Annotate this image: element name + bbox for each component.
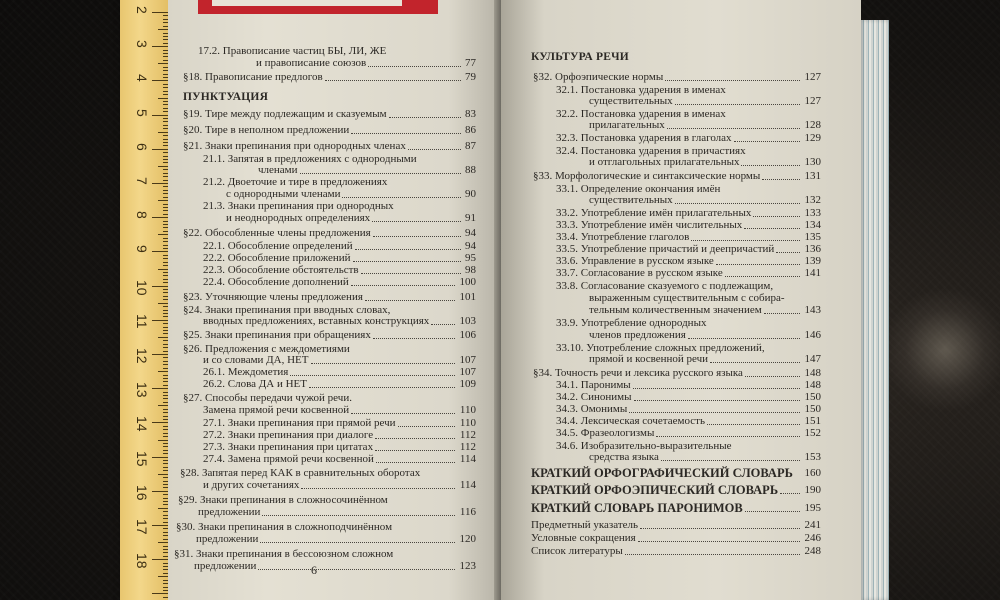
ruler-number: 17: [134, 519, 150, 535]
leader-dots: [745, 511, 800, 512]
toc-page-number: 114: [459, 453, 476, 465]
toc-page-number: 107: [459, 366, 476, 378]
leader-dots: [375, 450, 455, 451]
toc-entry-text: 26.1. Междометия: [203, 366, 289, 378]
leader-dots: [355, 249, 461, 250]
toc-page-number: 95: [465, 252, 476, 264]
toc-page-number: 143: [804, 304, 821, 316]
leader-dots: [351, 133, 461, 134]
leader-dots: [691, 240, 800, 241]
toc-entry-text: 33.10. Употребление сложных предложений,: [556, 342, 765, 354]
toc-entry-text: 33.9. Употребление однородных: [556, 317, 707, 329]
sparkle-decoration: [885, 285, 1000, 415]
leader-dots: [398, 426, 455, 427]
toc-page-number: 139: [804, 255, 821, 267]
toc-page-number: 106: [459, 329, 476, 341]
toc-entry-text: 27.2. Знаки препинания при диалоге: [203, 429, 374, 441]
ruler-number: 16: [134, 484, 150, 501]
toc-entry-text: прямой и косвенной речи: [589, 353, 709, 365]
toc-entry-text: §21. Знаки препинания при однородных членах: [183, 140, 406, 152]
toc-entry-text: §25. Знаки препинания при обращениях: [183, 329, 371, 341]
ruler-number: 15: [134, 450, 150, 467]
leader-dots: [373, 338, 455, 339]
toc-entry-text: 26.2. Слова ДА и НЕТ: [203, 378, 307, 390]
ruler-number: 12: [134, 348, 150, 364]
toc-entry-text: 33.3. Употребление имён числительных: [556, 219, 743, 231]
toc-page-number: 109: [459, 378, 476, 390]
ruler-number: 4: [134, 74, 150, 83]
toc-entry-text: 33.2. Употребление имён прилагательных: [556, 207, 752, 219]
toc-entry-text: вводных предложениях, вставных конструкциях: [203, 315, 430, 327]
leader-dots: [342, 197, 461, 198]
toc-page-number: 94: [465, 227, 476, 239]
toc-entry-text: §23. Уточняющие члены предложения: [183, 291, 363, 303]
toc-entry-text: предложении: [194, 560, 257, 572]
leader-dots: [262, 515, 455, 516]
leader-dots: [675, 203, 800, 204]
toc-page-number: 141: [804, 267, 821, 279]
ruler-number: 8: [134, 211, 150, 219]
toc-page-number: 136: [804, 243, 821, 255]
toc-entry-text: §34. Точность речи и лексика русского языка: [533, 367, 743, 379]
toc-entry-text: §18. Правописание предлогов: [183, 71, 323, 83]
toc-entry-text: 21.2. Двоеточие и тире в предложениях: [203, 176, 388, 188]
leader-dots: [351, 413, 455, 414]
leader-dots: [656, 436, 800, 437]
toc-entry-text: 22.1. Обособление определений: [203, 240, 353, 252]
ruler-number: 3: [134, 40, 150, 48]
toc-entry-text: существительных: [589, 95, 673, 107]
leader-dots: [290, 375, 455, 376]
toc-entry-text: 34.2. Синонимы: [556, 391, 632, 403]
toc-page-number: 103: [459, 315, 476, 327]
toc-page-number: 150: [804, 403, 821, 415]
toc-entry-text: 21.3. Знаки препинания при однородных: [203, 200, 394, 212]
leader-dots: [725, 276, 800, 277]
toc-entry-text: предложении: [196, 533, 259, 545]
toc-entry-text: КУЛЬТУРА РЕЧИ: [531, 51, 629, 63]
leader-dots: [634, 400, 800, 401]
toc-entry-text: 21.1. Запятая в предложениях с однородными: [203, 153, 417, 165]
leader-dots: [744, 228, 800, 229]
toc-entry-text: существительных: [589, 194, 673, 206]
toc-entry-text: Условные сокращения: [531, 532, 636, 544]
ruler-number: 10: [134, 279, 150, 296]
toc-entry-text: 34.1. Паронимы: [556, 379, 631, 391]
toc-page-number: 128: [804, 119, 821, 131]
toc-entry-text: §24. Знаки препинания при вводных словах,: [183, 304, 391, 316]
toc-entry-text: 33.1. Определение окончания имён: [556, 183, 721, 195]
toc-entry-text: §29. Знаки препинания в сложносочинённом: [178, 494, 388, 506]
toc-entry-text: 34.4. Лексическая сочетаемость: [556, 415, 705, 427]
toc-page-number: 120: [459, 533, 476, 545]
leader-dots: [258, 569, 455, 570]
toc-entry-text: тельным количественным значением: [589, 304, 762, 316]
toc-entry-text: КРАТКИЙ ОРФОГРАФИЧЕСКИЙ СЛОВАРЬ: [531, 466, 793, 480]
toc-page-number: 127: [804, 95, 821, 107]
leader-dots: [741, 165, 800, 166]
toc-page-number: 127: [804, 71, 821, 83]
toc-page-number: 151: [804, 415, 821, 427]
toc-page-number: 195: [804, 502, 821, 514]
leader-dots: [301, 488, 455, 489]
toc-page-number: 148: [804, 367, 821, 379]
toc-page-number: 150: [804, 391, 821, 403]
toc-entry-text: 34.6. Изобразительно-выразительные: [556, 440, 732, 452]
toc-page-number: 91: [465, 212, 476, 224]
toc-entry-text: выраженным существительным с собира-: [589, 292, 785, 304]
leader-dots: [753, 216, 800, 217]
ruler-number: 7: [134, 177, 150, 185]
leader-dots: [710, 362, 800, 363]
leader-dots: [376, 462, 455, 463]
toc-entry-text: членов предложения: [589, 329, 686, 341]
page-edges: [861, 20, 889, 600]
open-book: [168, 0, 888, 600]
page-number: 6: [311, 563, 317, 577]
leader-dots: [325, 80, 461, 81]
toc-page-number: 88: [465, 164, 476, 176]
toc-entry-text: §27. Способы передачи чужой речи.: [183, 392, 352, 404]
leader-dots: [665, 80, 800, 81]
toc-entry-text: КРАТКИЙ ОРФОЭПИЧЕСКИЙ СЛОВАРЬ: [531, 483, 779, 497]
toc-entry-text: и неоднородных определениях: [226, 212, 371, 224]
toc-page-number: 132: [804, 194, 821, 206]
ruler-number: 2: [134, 6, 150, 14]
toc-entry-text: 33.5. Употребление причастий и деепричастий: [556, 243, 775, 255]
toc-entry-text: 17.2. Правописание частиц БЫ, ЛИ, ЖЕ: [198, 45, 387, 57]
toc-page-number: 107: [459, 354, 476, 366]
toc-page-number: 100: [459, 276, 476, 288]
toc-page-number: 146: [804, 329, 821, 341]
toc-entry-text: §19. Тире между подлежащим и сказуемым: [183, 108, 387, 120]
toc-page-number: 110: [459, 417, 476, 429]
toc-page-number: 130: [804, 156, 821, 168]
toc-entry-text: §33. Морфологические и синтаксические нормы: [533, 170, 761, 182]
toc-entry-text: §28. Запятая перед КАК в сравнительных оборотах: [180, 467, 421, 479]
leader-dots: [373, 236, 461, 237]
ruler-number: 18: [134, 553, 150, 569]
toc-entry-text: 22.3. Обособление обстоятельств: [203, 264, 359, 276]
ruler-number: 13: [134, 382, 150, 398]
toc-entry-text: §20. Тире в неполном предложении: [183, 124, 350, 136]
leader-dots: [688, 338, 800, 339]
leader-dots: [633, 388, 800, 389]
leader-dots: [640, 528, 800, 529]
leader-dots: [368, 66, 461, 67]
leader-dots: [625, 554, 800, 555]
leader-dots: [372, 221, 461, 222]
toc-page-number: 133: [804, 207, 821, 219]
ruler-number: 14: [134, 416, 150, 432]
toc-page-number: 101: [459, 291, 476, 303]
toc-page-number: 135: [804, 231, 821, 243]
leader-dots: [309, 387, 455, 388]
leader-dots: [780, 493, 800, 494]
toc-entry-text: §22. Обособленные члены предложения: [183, 227, 371, 239]
toc-entry-text: 32.3. Постановка ударения в глаголах: [556, 132, 732, 144]
toc-page-number: 112: [459, 429, 476, 441]
ruler-number: 9: [134, 245, 150, 254]
toc-page-number: 123: [459, 560, 476, 572]
leader-dots: [716, 264, 800, 265]
toc-page-number: 83: [465, 108, 476, 120]
toc-page-number: 190: [804, 484, 821, 496]
toc-entry-text: 22.2. Обособление приложений: [203, 252, 351, 264]
toc-entry-text: Предметный указатель: [531, 519, 639, 531]
toc-page-number: 148: [804, 379, 821, 391]
ruler: [120, 0, 170, 600]
toc-entry-text: 27.1. Знаки препинания при прямой речи: [203, 417, 396, 429]
toc-entry-text: членами: [258, 164, 298, 176]
toc-page-number: 116: [459, 506, 476, 518]
toc-entry-text: 32.4. Постановка ударения в причастиях: [556, 145, 746, 157]
toc-entry-text: 22.4. Обособление дополнений: [203, 276, 349, 288]
toc-page-number: 98: [465, 264, 476, 276]
toc-page-number: 79: [465, 71, 476, 83]
leader-dots: [745, 376, 800, 377]
toc-page-number: 90: [465, 188, 476, 200]
leader-dots: [638, 541, 800, 542]
leader-dots: [351, 285, 455, 286]
toc-page-number: 77: [465, 57, 476, 69]
leader-dots: [300, 173, 461, 174]
leader-dots: [375, 438, 455, 439]
leader-dots: [762, 179, 800, 180]
toc-entry-text: КРАТКИЙ СЛОВАРЬ ПАРОНИМОВ: [531, 501, 743, 515]
toc-entry-text: прилагательных: [589, 119, 665, 131]
toc-entry-text: ПУНКТУАЦИЯ: [183, 91, 269, 103]
leader-dots: [707, 424, 800, 425]
toc-page-number: 152: [804, 427, 821, 439]
ruler-number: 6: [134, 142, 150, 151]
leader-dots: [361, 273, 461, 274]
toc-page-number: 241: [804, 519, 821, 531]
toc-page-number: 87: [465, 140, 476, 152]
toc-entry-text: §32. Орфоэпические нормы: [533, 71, 664, 83]
toc-page-number: 160: [804, 467, 821, 479]
toc-entry-text: 27.3. Знаки препинания при цитатах: [203, 441, 374, 453]
toc-entry-text: и отглагольных прилагательных: [589, 156, 740, 168]
leader-dots: [389, 117, 461, 118]
right-page: [501, 0, 861, 600]
toc-page-number: 147: [804, 353, 821, 365]
leader-dots: [365, 300, 455, 301]
toc-page-number: 246: [804, 532, 821, 544]
toc-page-number: 114: [459, 479, 476, 491]
toc-page-number: 153: [804, 451, 821, 463]
toc-entry-text: 33.6. Управление в русском языке: [556, 255, 714, 267]
toc-page-number: 131: [804, 170, 821, 182]
leader-dots: [629, 412, 800, 413]
toc-entry-text: 27.4. Замена прямой речи косвенной: [203, 453, 374, 465]
bookmark-highlight: [212, 0, 402, 6]
toc-entry-text: и правописание союзов: [256, 57, 367, 69]
toc-entry-text: 34.5. Фразеологизмы: [556, 427, 655, 439]
toc-page-number: 94: [465, 240, 476, 252]
toc-entry-text: §31. Знаки препинания в бессоюзном сложном: [174, 548, 394, 560]
toc-page-number: 112: [459, 441, 476, 453]
leader-dots: [764, 313, 800, 314]
toc-entry-text: 33.8. Согласование сказуемого с подлежащим,: [556, 280, 774, 292]
toc-entry-text: 32.2. Постановка ударения в именах: [556, 108, 726, 120]
toc-page-number: 129: [804, 132, 821, 144]
toc-entry-text: §30. Знаки препинания в сложноподчинённом: [176, 521, 393, 533]
leader-dots: [311, 363, 455, 364]
toc-entry-text: §26. Предложения с междометиями: [183, 343, 350, 355]
leader-dots: [667, 128, 800, 129]
leader-dots: [675, 104, 800, 105]
toc-entry-text: Замена прямой речи косвенной: [203, 404, 350, 416]
toc-entry-text: 34.3. Омонимы: [556, 403, 628, 415]
toc-page-number: 134: [804, 219, 821, 231]
toc-page-number: 248: [804, 545, 821, 557]
toc-page-number: 86: [465, 124, 476, 136]
toc-entry-text: предложении: [198, 506, 261, 518]
leader-dots: [776, 252, 800, 253]
leader-dots: [431, 324, 455, 325]
leader-dots: [353, 261, 461, 262]
toc-entry-text: 33.4. Употребление глаголов: [556, 231, 690, 243]
ruler-number: 5: [134, 108, 150, 117]
leader-dots: [661, 460, 800, 461]
toc-entry-text: 32.1. Постановка ударения в именах: [556, 84, 726, 96]
toc-entry-text: и других сочетаниях: [203, 479, 300, 491]
left-page: [168, 0, 498, 600]
ruler-number: 11: [134, 313, 150, 329]
toc-entry-text: 33.7. Согласование в русском языке: [556, 267, 723, 279]
toc-entry-text: с однородными членами: [226, 188, 341, 200]
leader-dots: [260, 542, 455, 543]
toc-page-number: 110: [459, 404, 476, 416]
toc-entry-text: Список литературы: [531, 545, 623, 557]
leader-dots: [734, 141, 800, 142]
toc-entry-text: средства языка: [589, 451, 659, 463]
leader-dots: [408, 149, 461, 150]
toc-entry-text: и со словами ДА, НЕТ: [203, 354, 309, 366]
